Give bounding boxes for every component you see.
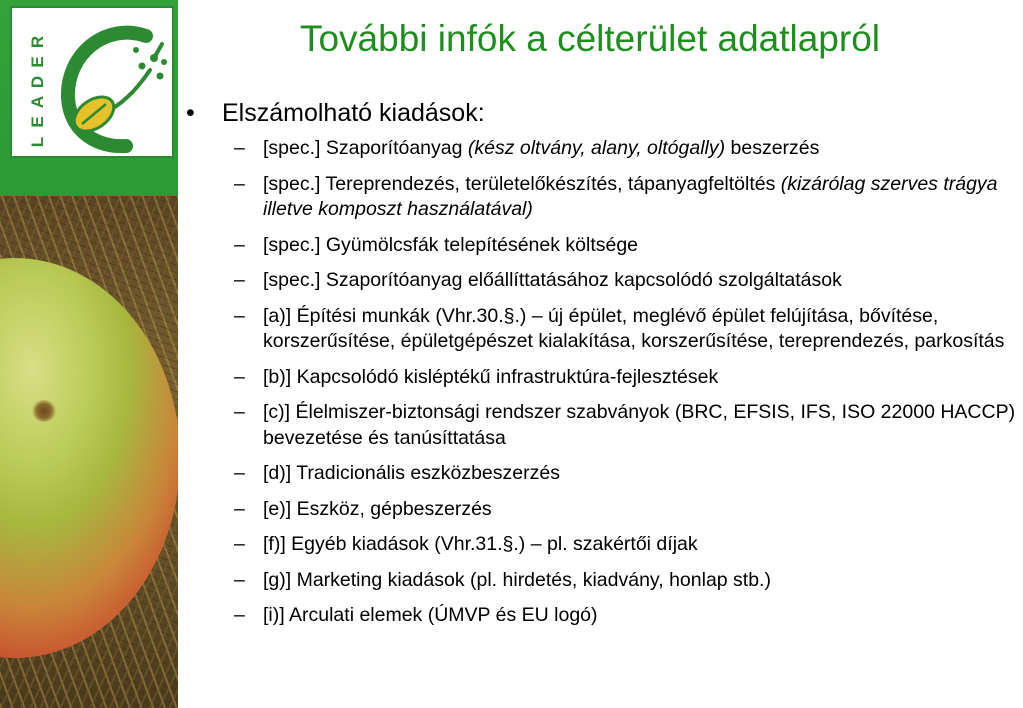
list-item <box>186 136 1016 162</box>
dash-marker: – <box>234 568 245 591</box>
list-item <box>186 497 1016 523</box>
list-item <box>186 603 1016 629</box>
item-text: [g)] Marketing kiadások (pl. hirdetés, kiadvány, honlap stb.) <box>263 568 771 591</box>
list-item <box>186 568 1016 594</box>
item-text: [spec.] Szaporítóanyag előállíttatásához kapcsolódó szolgáltatások <box>263 269 842 291</box>
list-item <box>186 400 1016 451</box>
list-item <box>186 365 1016 391</box>
list-item <box>186 532 1016 558</box>
slide-content <box>186 97 1016 639</box>
decorative-side-image <box>0 0 178 708</box>
list-item <box>186 172 1016 223</box>
logo-letter: A <box>28 95 47 109</box>
dash-marker: – <box>234 304 245 327</box>
logo-letter: E <box>28 56 47 68</box>
item-text: [spec.] Tereprendezés, területelőkészítés, tápanyagfeltöltés <box>263 172 781 195</box>
item-text: [f)] Egyéb kiadások (Vhr.31.§.) – pl. szakértői díjak <box>263 533 698 555</box>
main-bullet-label: Elszámolható kiadások: <box>222 99 485 127</box>
list-item <box>186 233 1016 259</box>
apple-stem <box>32 400 56 422</box>
logo-letter: R <box>28 35 47 49</box>
dash-marker: – <box>234 401 245 423</box>
dash-marker: – <box>234 533 245 555</box>
dash-marker: – <box>234 172 245 195</box>
logo-letter: D <box>28 75 47 89</box>
logo-text <box>26 32 50 152</box>
dash-marker: – <box>234 365 245 388</box>
item-trailing-text: beszerzés <box>725 137 820 159</box>
item-text: [a)] Építési munkák (Vhr.30.§.) – új épület, meglévő épület felújítása, bővítése, korszerűsítése, épületgépészet kialakítása, korszerűsítése, tereprendezés, parkosítás <box>263 304 1005 352</box>
dash-marker: – <box>234 497 245 520</box>
list-item <box>186 304 1016 355</box>
dash-marker: – <box>234 233 245 256</box>
bullet-marker: • <box>186 99 195 127</box>
dash-marker: – <box>234 137 245 159</box>
item-text: [spec.] Gyümölcsfák telepítésének költsége <box>263 233 639 256</box>
item-italic-text: (kizárólag szerves trágya illetve komposzt használatával) <box>263 172 998 220</box>
logo-letter: E <box>28 116 47 128</box>
item-text: [d)] Tradicionális eszközbeszerzés <box>263 462 560 484</box>
dash-marker: – <box>234 269 245 291</box>
sub-bullet-list <box>186 136 1016 629</box>
dash-marker: – <box>234 462 245 484</box>
main-bullet <box>186 97 1016 129</box>
dash-marker: – <box>234 604 245 626</box>
leader-logo-icon <box>54 18 172 154</box>
item-italic-text: (kész oltvány, alany, oltógally) <box>467 137 726 159</box>
item-text: [spec.] Szaporítóanyag <box>263 137 468 159</box>
item-text: [c)] Élelmiszer-biztonsági rendszer szabványok (BRC, EFSIS, IFS, ISO 22000 HACCP) bevezetése és tanúsíttatása <box>263 401 1016 449</box>
logo-letter: L <box>28 136 47 148</box>
leader-logo <box>10 6 174 158</box>
slide-title: További infók a célterület adatlapról <box>299 18 881 59</box>
item-text: [i)] Arculati elemek (ÚMVP és EU logó) <box>263 604 598 626</box>
item-text: [e)] Eszköz, gépbeszerzés <box>263 497 492 520</box>
item-text: [b)] Kapcsolódó kisléptékű infrastruktúra-fejlesztések <box>263 365 719 388</box>
list-item <box>186 268 1016 294</box>
list-item <box>186 461 1016 487</box>
